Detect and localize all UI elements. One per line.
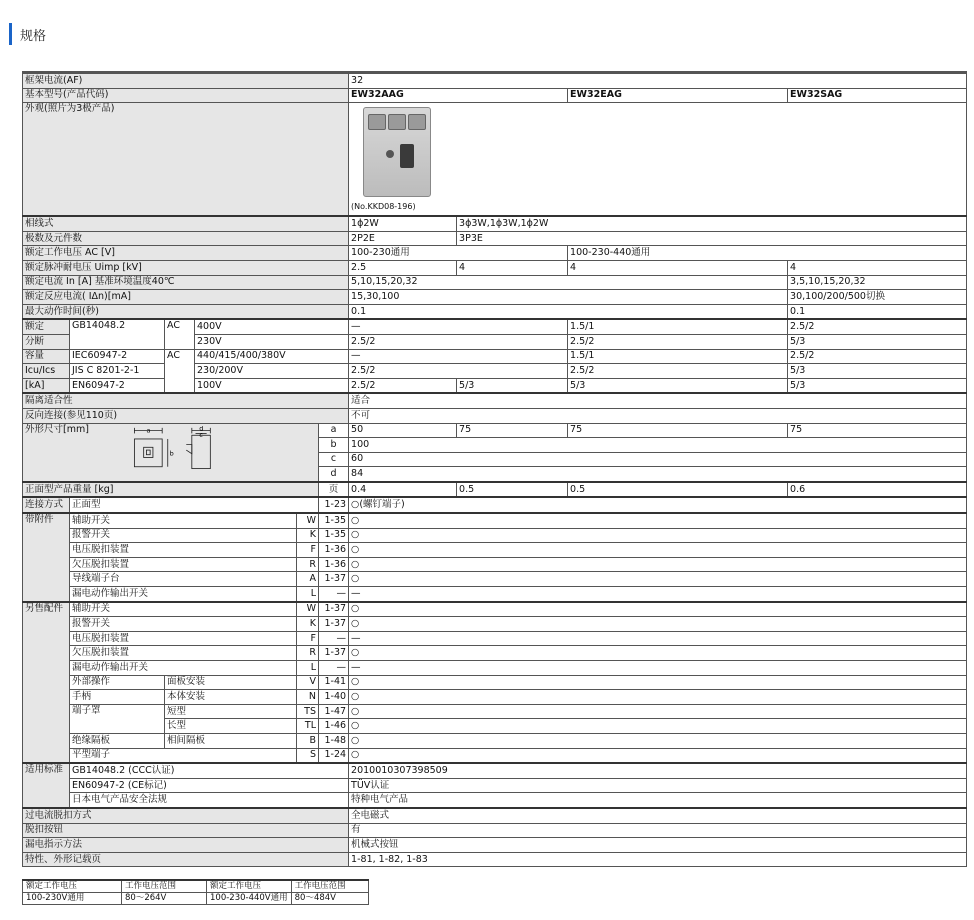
af-label: 框架电流(AF) xyxy=(23,73,349,89)
att-name: 漏电动作输出开关 xyxy=(70,587,297,602)
bc-r4-c: 5/3 xyxy=(788,364,967,379)
model-eag: EW32EAG xyxy=(568,88,788,103)
std-name: 日本电气产品安全法规 xyxy=(70,793,349,808)
sold-page: 1-40 xyxy=(319,690,349,705)
row-att-6 xyxy=(23,587,967,602)
row-att-3 xyxy=(23,543,967,558)
photo-caption: (No.KKD08-196) xyxy=(351,202,416,212)
trip-button-value: 有 xyxy=(349,823,967,838)
bc-v-230: 230V xyxy=(195,334,349,349)
body-mount-label: 本体安装 xyxy=(165,690,297,705)
conn-type: 正面型 xyxy=(70,497,319,513)
sold-page: 1-41 xyxy=(319,675,349,690)
page-header: 页 xyxy=(319,482,349,498)
appearance-photo-cell xyxy=(349,103,967,217)
row-att-2 xyxy=(23,528,967,543)
sold-page: 1-46 xyxy=(319,719,349,734)
impulse-1: 2.5 xyxy=(349,260,457,275)
row-sold-2 xyxy=(23,617,967,632)
char-label: 特性、外形记载页 xyxy=(23,852,349,867)
bc-side-3: 容量 xyxy=(23,349,70,364)
att-code: W xyxy=(297,513,319,528)
voltage-range-row xyxy=(23,893,369,905)
sold-code: W xyxy=(297,602,319,617)
weight-2: 0.5 xyxy=(457,482,568,498)
row-connection xyxy=(23,497,967,513)
vr-h3: 额定工作电压 xyxy=(207,880,292,893)
poles-label: 极数及元件数 xyxy=(23,231,349,246)
conn-value: ○(螺钉端子) xyxy=(349,497,967,513)
sold-name: 漏电动作输出开关 xyxy=(70,661,297,676)
att-val: ○ xyxy=(349,513,967,528)
bc-r3-b: 1.5/1 xyxy=(568,349,788,364)
sold-page: — xyxy=(319,661,349,676)
row-af xyxy=(23,73,967,89)
dims-label: 外形尺寸[mm] xyxy=(25,423,89,435)
vr-h2: 工作电压范围 xyxy=(122,880,207,893)
att-name: 电压脱扣装置 xyxy=(70,543,297,558)
row-sold-tl xyxy=(23,719,967,734)
dim-d-key: d xyxy=(319,467,349,482)
barrier-label: 绝缘隔板 xyxy=(70,733,165,748)
dims-cell xyxy=(23,423,319,482)
att-name: 导线端子台 xyxy=(70,572,297,587)
current-b: 3,5,10,15,20,32 xyxy=(788,275,967,290)
section-accent-bar xyxy=(9,23,12,45)
phase-b: 3ϕ3W,1ϕ3W,1ϕ2W xyxy=(457,216,967,231)
bc-side-1: 额定 xyxy=(23,319,70,334)
bc-r4-b: 2.5/2 xyxy=(568,364,788,379)
sold-page: 1-47 xyxy=(319,704,349,719)
long-type-label: 长型 xyxy=(165,719,297,734)
phase-barrier-label: 相间隔板 xyxy=(165,733,297,748)
panel-mount-label: 面板安装 xyxy=(165,675,297,690)
isolation-label: 隔离适合性 xyxy=(23,393,349,408)
sold-name: 辅助开关 xyxy=(70,602,297,617)
bc-v-440: 440/415/400/380V xyxy=(195,349,349,364)
bc-ac-1: AC xyxy=(165,319,195,349)
bc-v-100: 100V xyxy=(195,378,349,393)
row-bc-3 xyxy=(23,349,967,364)
dims-drawing xyxy=(117,426,237,476)
sold-code: F xyxy=(297,631,319,646)
weight-label: 正面型产品重量 [kg] xyxy=(23,482,319,498)
sold-val: ○ xyxy=(349,646,967,661)
sold-page: 1-24 xyxy=(319,748,349,763)
sold-name: 欠压脱扣装置 xyxy=(70,646,297,661)
row-att-4 xyxy=(23,557,967,572)
dim-c-key: c xyxy=(319,452,349,467)
row-trip-time xyxy=(23,304,967,319)
att-page: 1-36 xyxy=(319,557,349,572)
row-overcurrent xyxy=(23,808,967,823)
row-phase xyxy=(23,216,967,231)
sold-page: 1-37 xyxy=(319,602,349,617)
row-bc-5 xyxy=(23,378,967,393)
att-page: 1-35 xyxy=(319,528,349,543)
att-code: F xyxy=(297,543,319,558)
spec-table xyxy=(22,71,967,867)
row-current xyxy=(23,275,967,290)
terminal-shape xyxy=(368,114,386,130)
residual-b: 30,100/200/500切换 xyxy=(788,290,967,305)
att-val: ○ xyxy=(349,528,967,543)
breaker-photo xyxy=(351,103,441,215)
sold-val: ○ xyxy=(349,719,967,734)
reverse-label: 反向连接(参见110页) xyxy=(23,408,349,423)
sold-name: 报警开关 xyxy=(70,617,297,632)
test-button-shape xyxy=(386,150,394,158)
short-type-label: 短型 xyxy=(165,704,297,719)
row-sold-3 xyxy=(23,631,967,646)
row-char-pages xyxy=(23,852,967,867)
char-value: 1-81, 1-82, 1-83 xyxy=(349,852,967,867)
att-val: — xyxy=(349,587,967,602)
att-val: ○ xyxy=(349,572,967,587)
bc-r4-a: 2.5/2 xyxy=(349,364,568,379)
model-sag: EW32SAG xyxy=(788,88,967,103)
weight-4: 0.6 xyxy=(788,482,967,498)
voltage-b: 100-230-440通用 xyxy=(568,246,967,261)
row-att-5 xyxy=(23,572,967,587)
ext-op-label: 外部操作 xyxy=(70,675,165,690)
terminal-shape xyxy=(388,114,406,130)
row-weight xyxy=(23,482,967,498)
att-code: L xyxy=(297,587,319,602)
conn-page: 1-23 xyxy=(319,497,349,513)
att-name: 欠压脱扣装置 xyxy=(70,557,297,572)
row-appearance xyxy=(23,103,967,217)
att-val: ○ xyxy=(349,543,967,558)
row-trip-button xyxy=(23,823,967,838)
sold-val: ○ xyxy=(349,733,967,748)
weight-1: 0.4 xyxy=(349,482,457,498)
dim-a-1: 50 xyxy=(349,423,457,438)
sold-code: R xyxy=(297,646,319,661)
trip-time-b: 0.1 xyxy=(788,304,967,319)
trip-time-a: 0.1 xyxy=(349,304,788,319)
att-page: 1-35 xyxy=(319,513,349,528)
overcurrent-label: 过电流脱扣方式 xyxy=(23,808,349,823)
bc-r1-b: 1.5/1 xyxy=(568,319,788,334)
attached-label: 带附件 xyxy=(23,513,70,602)
att-code: R xyxy=(297,557,319,572)
bc-r2-c: 5/3 xyxy=(788,334,967,349)
sold-page: — xyxy=(319,631,349,646)
sold-page: 1-37 xyxy=(319,646,349,661)
lever-shape xyxy=(400,144,414,168)
row-sold-ts xyxy=(23,704,967,719)
terminal-cover-label: 端子罩 xyxy=(70,704,165,733)
terminal-shape xyxy=(408,114,426,130)
row-sold-ext-v xyxy=(23,675,967,690)
bc-v-400: 400V xyxy=(195,319,349,334)
bc-side-2: 分断 xyxy=(23,334,70,349)
vr-v1: 100-230V通用 xyxy=(23,893,122,905)
dims-mark-b: b xyxy=(169,449,174,458)
row-bc-4 xyxy=(23,364,967,379)
vr-h1: 额定工作电压 xyxy=(23,880,122,893)
section-title: 规格 xyxy=(20,28,47,44)
bc-std-gb: GB14048.2 xyxy=(70,319,165,349)
sold-code: B xyxy=(297,733,319,748)
att-code: A xyxy=(297,572,319,587)
att-val: ○ xyxy=(349,557,967,572)
bc-ac-2: AC xyxy=(165,349,195,393)
sold-code: L xyxy=(297,661,319,676)
bc-r5-b: 5/3 xyxy=(457,378,568,393)
voltage-range-header xyxy=(23,880,369,893)
leak-ind-value: 机械式按钮 xyxy=(349,838,967,853)
conn-label: 连接方式 xyxy=(23,497,70,513)
voltage-label: 额定工作电压 AC [V] xyxy=(23,246,349,261)
phase-a: 1ϕ2W xyxy=(349,216,457,231)
poles-a: 2P2E xyxy=(349,231,457,246)
bc-v-230-200: 230/200V xyxy=(195,364,349,379)
row-leak-indicator xyxy=(23,838,967,853)
sold-code: K xyxy=(297,617,319,632)
trip-time-label: 最大动作时间(秒) xyxy=(23,304,349,319)
att-page: 1-37 xyxy=(319,572,349,587)
sold-code: V xyxy=(297,675,319,690)
vr-v2: 80～264V xyxy=(122,893,207,905)
bc-std-en: EN60947-2 xyxy=(70,378,165,393)
residual-label: 额定反应电流( IΔn)[mA] xyxy=(23,290,349,305)
af-value: 32 xyxy=(349,73,967,89)
reverse-value: 不可 xyxy=(349,408,967,423)
std-name: EN60947-2 (CE标记) xyxy=(70,778,349,793)
row-std-3 xyxy=(23,793,967,808)
att-page: — xyxy=(319,587,349,602)
dim-a-key: a xyxy=(319,423,349,438)
row-poles xyxy=(23,231,967,246)
impulse-2: 4 xyxy=(457,260,568,275)
breaker-body-shape xyxy=(363,107,431,197)
row-voltage xyxy=(23,246,967,261)
sold-val: ○ xyxy=(349,675,967,690)
model-label: 基本型号(产品代码) xyxy=(23,88,349,103)
att-name: 报警开关 xyxy=(70,528,297,543)
overcurrent-value: 全电磁式 xyxy=(349,808,967,823)
row-sold-1 xyxy=(23,602,967,617)
vr-v4: 80～484V xyxy=(291,893,368,905)
std-val: TÜV认证 xyxy=(349,778,967,793)
bc-r2-b: 2.5/2 xyxy=(568,334,788,349)
model-aag: EW32AAG xyxy=(349,88,568,103)
bc-r2-a: 2.5/2 xyxy=(349,334,568,349)
sold-val: ○ xyxy=(349,704,967,719)
dim-c-value: 60 xyxy=(349,452,967,467)
row-model xyxy=(23,88,967,103)
bc-side-5: [kA] xyxy=(23,378,70,393)
row-impulse xyxy=(23,260,967,275)
att-name: 辅助开关 xyxy=(70,513,297,528)
sold-val: ○ xyxy=(349,617,967,632)
att-page: 1-36 xyxy=(319,543,349,558)
row-att-1 xyxy=(23,513,967,528)
vr-h4: 工作电压范围 xyxy=(291,880,368,893)
bc-r5-c: 5/3 xyxy=(568,378,788,393)
sold-page: 1-37 xyxy=(319,617,349,632)
row-sold-barrier xyxy=(23,733,967,748)
sold-name: 电压脱扣装置 xyxy=(70,631,297,646)
dim-b-value: 100 xyxy=(349,438,967,453)
current-a: 5,10,15,20,32 xyxy=(349,275,788,290)
row-sold-flat xyxy=(23,748,967,763)
att-code: K xyxy=(297,528,319,543)
std-val: 特种电气产品 xyxy=(349,793,967,808)
leak-ind-label: 漏电指示方法 xyxy=(23,838,349,853)
appearance-label: 外观(照片为3极产品) xyxy=(23,103,349,217)
bc-r5-d: 5/3 xyxy=(788,378,967,393)
section-header xyxy=(9,23,46,45)
current-label: 额定电流 In [A] 基准环境温度40℃ xyxy=(23,275,349,290)
dims-mark-c: c xyxy=(199,430,203,439)
bc-side-4: Icu/Ics xyxy=(23,364,70,379)
bc-r3-c: 2.5/2 xyxy=(788,349,967,364)
row-std-1 xyxy=(23,763,967,778)
flat-terminal-label: 平型端子 xyxy=(70,748,297,763)
dim-a-4: 75 xyxy=(788,423,967,438)
sold-page: 1-48 xyxy=(319,733,349,748)
sold-code: N xyxy=(297,690,319,705)
row-sold-5 xyxy=(23,661,967,676)
sold-val: ○ xyxy=(349,690,967,705)
row-std-2 xyxy=(23,778,967,793)
vr-v3: 100-230-440V通用 xyxy=(207,893,292,905)
standard-label: 适用标准 xyxy=(23,763,70,808)
row-isolation xyxy=(23,393,967,408)
row-reverse xyxy=(23,408,967,423)
bc-r1-c: 2.5/2 xyxy=(788,319,967,334)
row-sold-4 xyxy=(23,646,967,661)
impulse-label: 额定脉冲耐电压 Uimp [kV] xyxy=(23,260,349,275)
phase-label: 相线式 xyxy=(23,216,349,231)
sold-label: 另售配件 xyxy=(23,602,70,764)
impulse-4: 4 xyxy=(788,260,967,275)
sold-val: — xyxy=(349,631,967,646)
dim-a-3: 75 xyxy=(568,423,788,438)
sold-code: TL xyxy=(297,719,319,734)
dim-d-value: 84 xyxy=(349,467,967,482)
weight-3: 0.5 xyxy=(568,482,788,498)
bc-r1-a: — xyxy=(349,319,568,334)
impulse-3: 4 xyxy=(568,260,788,275)
sold-val: — xyxy=(349,661,967,676)
row-bc-1 xyxy=(23,319,967,334)
trip-button-label: 脱扣按钮 xyxy=(23,823,349,838)
row-residual xyxy=(23,290,967,305)
dims-mark-d: d xyxy=(199,425,204,433)
row-sold-ext-n xyxy=(23,690,967,705)
bc-r5-a: 2.5/2 xyxy=(349,378,457,393)
std-name: GB14048.2 (CCC认证) xyxy=(70,763,349,778)
row-dim-a xyxy=(23,423,967,438)
residual-a: 15,30,100 xyxy=(349,290,788,305)
poles-b: 3P3E xyxy=(457,231,967,246)
dim-b-key: b xyxy=(319,438,349,453)
isolation-value: 适合 xyxy=(349,393,967,408)
sold-val: ○ xyxy=(349,602,967,617)
voltage-a: 100-230通用 xyxy=(349,246,568,261)
voltage-range-table xyxy=(22,879,369,905)
bc-std-jis: JIS C 8201-2-1 xyxy=(70,364,165,379)
sold-code: S xyxy=(297,748,319,763)
dim-a-2: 75 xyxy=(457,423,568,438)
sold-code: TS xyxy=(297,704,319,719)
bc-std-iec: IEC60947-2 xyxy=(70,349,165,364)
std-val: 2010010307398509 xyxy=(349,763,967,778)
sold-val: ○ xyxy=(349,748,967,763)
dims-mark-a: a xyxy=(146,425,151,434)
bc-r3-a: — xyxy=(349,349,568,364)
ext-handle-label: 手柄 xyxy=(70,690,165,705)
